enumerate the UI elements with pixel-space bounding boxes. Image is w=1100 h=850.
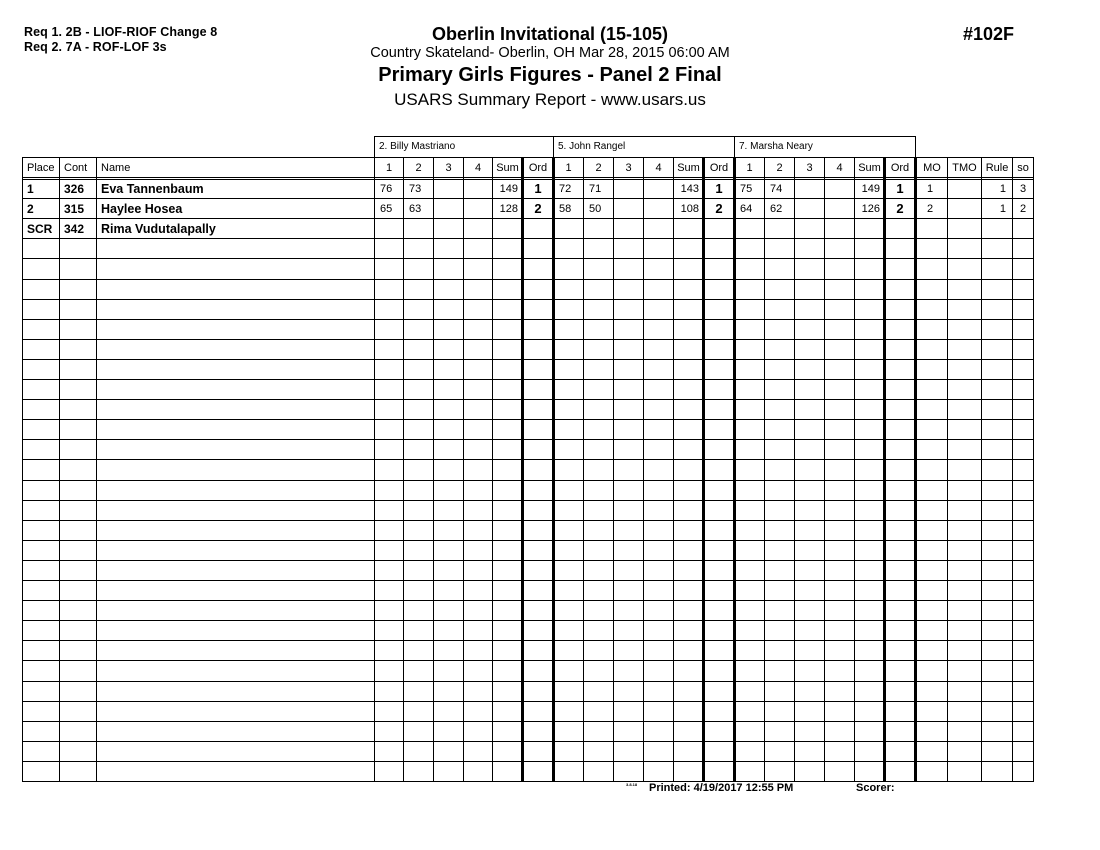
grid-line (492, 157, 493, 782)
grid-line (463, 157, 464, 782)
grid-line (915, 136, 916, 157)
judge1-score-1 (376, 219, 402, 239)
rule-cell: 1 (999, 183, 1006, 195)
header-judge2-col6: Ord (709, 162, 729, 174)
judge-name: 2. Billy Mastriano (379, 141, 456, 152)
judge1-score-5 (494, 219, 521, 239)
judge1-score-2: 73 (409, 183, 422, 195)
place-cell: 2 (27, 202, 34, 216)
rule-cell (982, 219, 1012, 239)
judge1-score-3 (435, 219, 462, 239)
header-name: Name (101, 162, 131, 174)
grid-line (733, 157, 736, 782)
judge1-score-4 (465, 199, 491, 219)
grid-line (824, 157, 825, 782)
scorer-label: Scorer: (856, 782, 895, 794)
grid-line (374, 157, 375, 782)
grid-line (1033, 157, 1034, 782)
grid-line (613, 157, 614, 782)
grid-line (702, 157, 705, 782)
judge1-score-3 (435, 199, 462, 219)
requirement-2: Req 2. 7A - ROF-LOF 3s (24, 40, 167, 54)
header-judge1-col6: Ord (528, 162, 548, 174)
grid-line (433, 157, 434, 782)
header-judge1-col1: 1 (385, 162, 393, 174)
judge3-score-4 (826, 199, 853, 219)
judge1-score-5: 128 (499, 203, 518, 215)
header-judge1-col4: 4 (474, 162, 482, 174)
header-judge2-col4: 4 (655, 162, 662, 174)
judge1-score-4 (465, 219, 491, 239)
so-cell: 3 (1019, 183, 1027, 195)
header-judge1-col3: 3 (445, 162, 452, 174)
judge3-score-1: 75 (740, 183, 753, 195)
header-judge3-col3: 3 (806, 162, 813, 174)
grid-line (643, 157, 644, 782)
judge2-score-4 (645, 179, 672, 199)
header-judge3-col6: Ord (890, 162, 910, 174)
judge2-score-6: 1 (715, 181, 723, 196)
name-cell: Rima Vudutalapally (101, 222, 216, 236)
requirement-1: Req 1. 2B - LIOF-RIOF Change 8 (24, 25, 218, 39)
judge3-score-4 (826, 219, 853, 239)
grid-line (673, 157, 674, 782)
grid-line (552, 157, 555, 782)
event-number: #102F (963, 24, 1015, 44)
judge2-score-4 (645, 199, 672, 219)
judge2-score-2 (585, 219, 612, 239)
judge3-score-3 (796, 179, 823, 199)
rule-cell: 1 (999, 203, 1006, 215)
header-judge1-col2: 2 (415, 162, 422, 174)
judge3-score-3 (796, 199, 823, 219)
printed-timestamp: Printed: 4/19/2017 12:55 PM (649, 782, 794, 794)
report-title: USARS Summary Report - www.usars.us (394, 90, 706, 109)
judge2-score-5: 143 (680, 183, 699, 195)
header-judge3-col1: 1 (746, 162, 753, 174)
grid-line (521, 157, 524, 782)
judge3-score-4 (826, 179, 853, 199)
grid-line (403, 157, 404, 782)
mo-cell: 2 (927, 203, 934, 215)
judge1-score-4 (465, 179, 491, 199)
mo-cell: 1 (927, 183, 934, 195)
judge2-score-3 (615, 219, 642, 239)
grid-line (96, 157, 97, 782)
judge3-score-6: 1 (896, 181, 904, 196)
tmo-cell (948, 199, 981, 219)
judge3-score-2 (766, 219, 793, 239)
event-title: Primary Girls Figures - Panel 2 Final (378, 64, 722, 86)
header-so: so (1017, 162, 1029, 174)
judge2-score-4 (645, 219, 672, 239)
so-cell (1013, 219, 1033, 239)
cont-cell: 315 (64, 202, 85, 216)
judge2-score-5 (675, 219, 702, 239)
header-cont: Cont (64, 162, 88, 174)
judge2-score-5: 108 (680, 203, 699, 215)
grid-line (947, 157, 948, 782)
header-judge3-col5: Sum (858, 162, 881, 174)
judge-name: 5. John Rangel (558, 141, 626, 152)
place-cell: 1 (27, 182, 34, 196)
judge3-score-5: 126 (861, 203, 880, 215)
judge1-score-1: 65 (380, 203, 393, 215)
grid-line (583, 157, 584, 782)
judge2-score-2: 71 (589, 183, 602, 195)
judge3-score-2: 62 (770, 203, 783, 215)
version-label: 3.8.18 (626, 782, 638, 787)
header-judge3-col4: 4 (836, 162, 843, 174)
judge1-score-5: 149 (499, 183, 518, 195)
place-cell: SCR (27, 222, 53, 236)
judge1-score-2 (405, 219, 432, 239)
grid-line (794, 157, 795, 782)
competition-title: Oberlin Invitational (15-105) (431, 24, 669, 44)
judge2-score-3 (615, 179, 642, 199)
header-mo: MO (923, 162, 941, 174)
judge1-score-1: 76 (380, 183, 393, 195)
judge3-score-5 (856, 219, 883, 239)
grid-line (22, 157, 23, 782)
cont-cell: 342 (64, 222, 85, 236)
judge2-score-6 (705, 219, 733, 239)
grid-line (59, 157, 60, 782)
header-judge2-col2: 2 (595, 162, 602, 174)
judge1-score-6: 1 (534, 181, 542, 196)
judge3-score-6: 2 (896, 201, 904, 216)
judge3-score-5: 149 (861, 183, 880, 195)
header-judge2-col3: 3 (625, 162, 632, 174)
grid-line (764, 157, 765, 782)
judge-name: 7. Marsha Neary (739, 141, 813, 152)
cont-cell: 326 (64, 182, 85, 196)
judge3-score-6 (886, 219, 914, 239)
judge3-score-1: 64 (740, 203, 753, 215)
tmo-cell (948, 179, 981, 199)
location-date: Country Skateland- Oberlin, OH Mar 28, 2015 06:00 AM (370, 45, 730, 61)
mo-cell (917, 219, 947, 239)
judge2-score-1: 58 (559, 203, 572, 215)
judge1-score-6: 2 (534, 201, 542, 216)
header-judge3-col2: 2 (776, 162, 783, 174)
judge2-score-2: 50 (589, 203, 602, 215)
judge3-score-3 (796, 219, 823, 239)
header-judge2-col5: Sum (677, 162, 700, 174)
grid-line (1012, 157, 1013, 782)
grid-line (981, 157, 982, 782)
header-rule: Rule (985, 162, 1009, 174)
judge3-score-2: 74 (770, 183, 783, 195)
so-cell: 2 (1019, 203, 1027, 215)
judge2-score-6: 2 (715, 201, 723, 216)
header-tmo: TMO (952, 162, 977, 174)
judge1-score-2: 63 (409, 203, 422, 215)
grid-line (883, 157, 886, 782)
judge3-score-1 (736, 219, 763, 239)
tmo-cell (948, 219, 981, 239)
judge2-score-1: 72 (559, 183, 572, 195)
header-judge1-col5: Sum (496, 162, 519, 174)
grid-line (854, 157, 855, 782)
header-place: Place (27, 162, 55, 174)
name-cell: Eva Tannenbaum (101, 182, 204, 196)
grid-line (914, 157, 917, 782)
judge1-score-6 (524, 219, 552, 239)
judge2-score-1 (555, 219, 582, 239)
header-judge2-col1: 1 (565, 162, 572, 174)
judge2-score-3 (615, 199, 642, 219)
name-cell: Haylee Hosea (101, 202, 183, 216)
judge1-score-3 (435, 179, 462, 199)
